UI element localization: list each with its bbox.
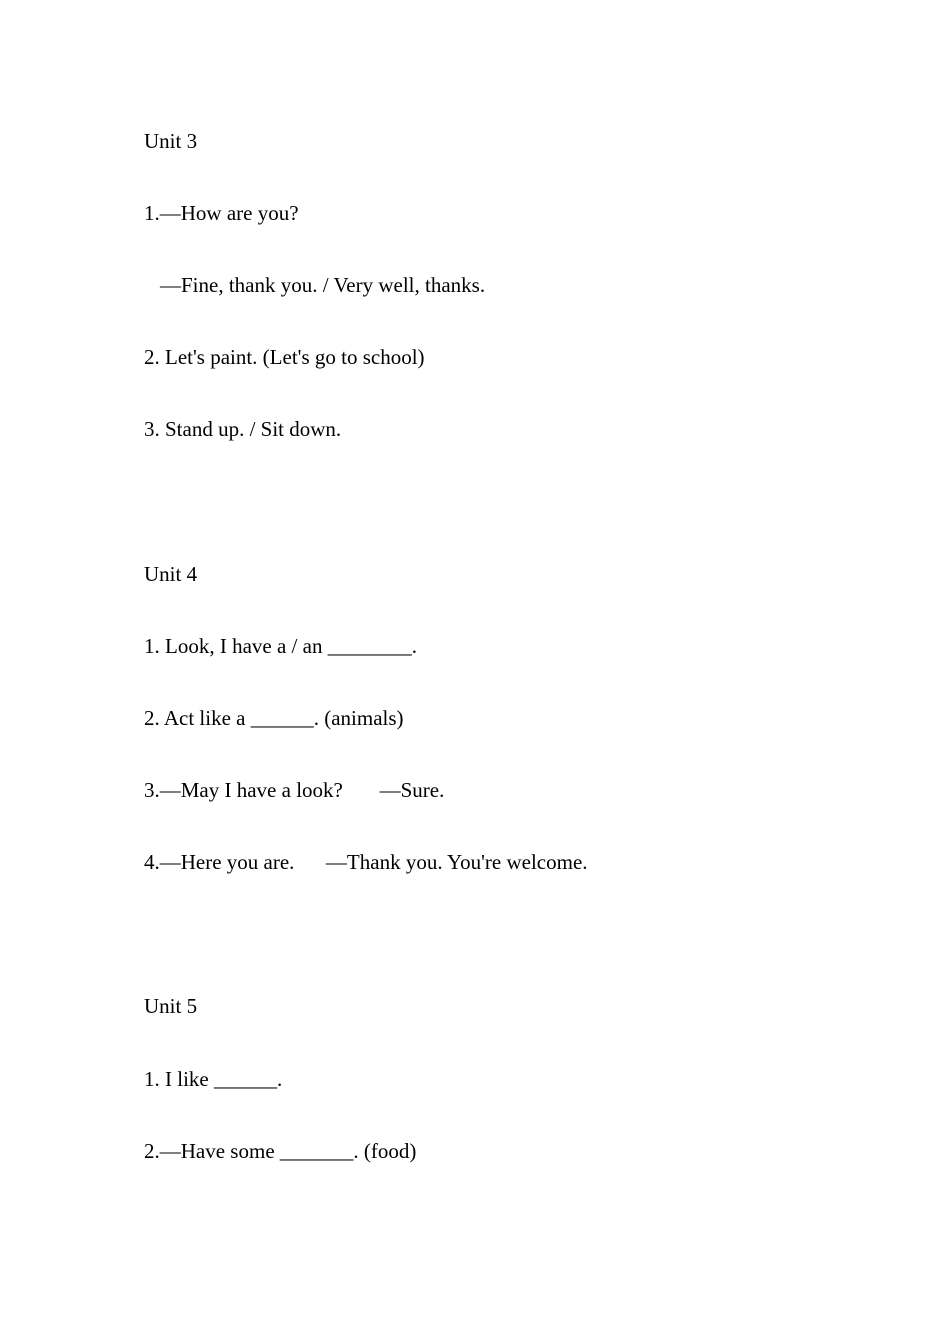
unit-3-heading: Unit 3 — [144, 129, 198, 153]
unit-5-line-1: 1. I like ______. — [144, 1067, 283, 1091]
unit-3-line-2: —Fine, thank you. / Very well, thanks. — [160, 273, 486, 297]
unit-4-line-1: 1. Look, I have a / an ________. — [144, 634, 417, 658]
unit-5-line-2: 2.—Have some _______. (food) — [144, 1139, 417, 1163]
unit-4-line-3: 3.—May I have a look? —Sure. — [144, 778, 445, 802]
unit-3-line-4: 3. Stand up. / Sit down. — [144, 417, 342, 441]
unit-4-line-4: 4.—Here you are. —Thank you. You're welcome. — [144, 850, 588, 874]
unit-5-heading: Unit 5 — [144, 994, 198, 1018]
unit-4-line-2: 2. Act like a ______. (animals) — [144, 706, 404, 730]
unit-3-line-3: 2. Let's paint. (Let's go to school) — [144, 345, 425, 369]
unit-3-line-1: 1.—How are you? — [144, 201, 299, 225]
unit-4-heading: Unit 4 — [144, 562, 198, 586]
